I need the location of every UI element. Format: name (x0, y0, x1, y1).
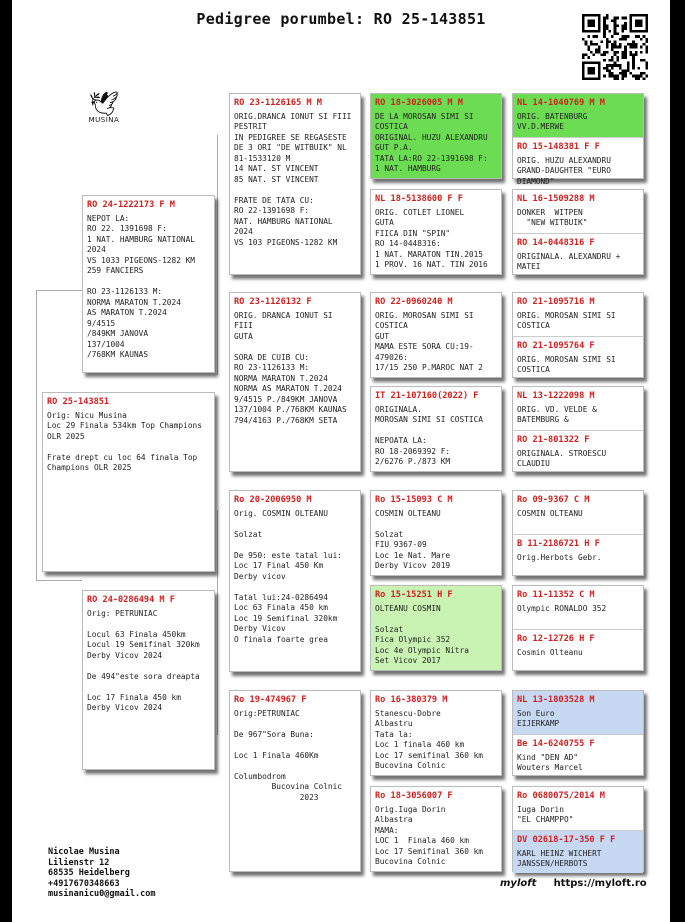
g4-pair-card[interactable] (512, 690, 644, 776)
subject-card[interactable] (42, 392, 215, 572)
grandparent-card[interactable] (229, 93, 361, 275)
g4-dam-text: ORIGINALA. STROESCU CLAUDIU (517, 448, 611, 468)
g4-dam-text: Orig.Herbots Gebr. (517, 552, 602, 562)
great-grandparent-ring: NL 18-5138600 F F (375, 194, 463, 204)
great-grandparent-ring: Ro 18-3056007 F (375, 791, 453, 801)
g4-sire (513, 190, 643, 233)
grandparent-text: Orig:PETRUNIAC De 967"Sora Buna: Loc 1 Finala 460Km Columbodrom Bucovina Colnic 2023 (234, 708, 342, 802)
pigeon-icon: 🕊 (88, 90, 120, 118)
g4-sire-text: Olympic RONALDO 352 (517, 603, 607, 613)
great-grandparent-text: DE LA MOROSAN SIMI SI COSTICA ORIGINAL. HUZU ALEXANDRU GUT P.A. TATA LA:RO 22-1391698 F: 1 NAT. HAMBURG (375, 111, 488, 173)
grandparent-ring: RO 23-1126132 F (234, 297, 312, 307)
g4-dam-text: ORIG. MOROSAN SIMI SI COSTICA (517, 354, 621, 374)
great-grandparent-ring: Ro 15-15093 C M (375, 495, 453, 505)
pedigree-page (12, 0, 670, 922)
sire-text: NEPOT LA: RO 22. 1391698 F: 1 NAT. HAMBURG NATIONAL 2024 VS 1033 PIGEONS-1282 KM 259 FANCIERS RO 23-1126133 M: NORMA MARATON T.2024 AS MARATON T.2024 9/4515 /849KM JANOVA 137/1004 /768KM KAUNAS (87, 213, 195, 359)
g4-dam (513, 534, 643, 577)
great-grandparent-ring: Ro 16-380379 M (375, 695, 448, 705)
g4-sire-ring: RO 21-1095716 M (517, 297, 595, 307)
g4-dam-text: Cosmin Olteanu (517, 647, 583, 657)
great-grandparent-card[interactable] (370, 490, 502, 576)
dam-card[interactable] (82, 590, 215, 770)
g4-sire-text: ORIG. BATENBURG VV.D.MERWE (517, 111, 593, 131)
grandparent-text: Orig. COSMIN OLTEANU Solzat De 950: este tatal lui: Loc 17 Final 450 Km Derby vicov Tatal lui:24-0286494 Loc 63 Finala 450 km Loc 19 Semifinal 320km Derby Vicov O finala foarte grea (234, 508, 342, 644)
g4-pair-card[interactable] (512, 490, 644, 576)
myloft-url[interactable]: https://myloft.ro (553, 878, 647, 889)
connector-subject-dam (36, 580, 82, 581)
grandparent-ring: Ro 19-474967 F (234, 695, 307, 705)
logo-brand: MUSINA (88, 116, 120, 124)
connector-dam (217, 510, 218, 735)
g4-dam (513, 137, 643, 186)
g4-sire-ring: NL 13-1803528 M (517, 695, 595, 705)
dam-ring: RO 24-0286494 M F (87, 595, 175, 605)
g4-dam-ring: B 11-2186721 H F (517, 539, 600, 549)
g4-sire-text: ORIG. VD. VELDE & BATEMBURG & (517, 404, 602, 424)
g4-sire-text: COSMIN OLTEANU (517, 508, 583, 518)
logo (84, 92, 124, 132)
subject-ring: RO 25-143851 (47, 397, 110, 407)
sire-ring: RO 24-1222173 F M (87, 200, 175, 210)
g4-pair-card[interactable] (512, 93, 644, 186)
great-grandparent-card[interactable] (370, 690, 502, 776)
great-grandparent-card[interactable] (370, 93, 502, 179)
g4-dam (513, 830, 643, 873)
great-grandparent-card[interactable] (370, 786, 502, 872)
great-grandparent-card[interactable] (370, 585, 502, 671)
g4-dam-ring: RO 21-1095764 F (517, 341, 595, 351)
great-grandparent-card[interactable] (370, 292, 502, 378)
qr-code[interactable] (582, 14, 648, 80)
g4-sire (513, 491, 643, 534)
g4-dam-ring: Ro 12-12726 H F (517, 634, 595, 644)
g4-sire-text: Son Euro EIJERKAMP (517, 708, 560, 728)
g4-dam-ring: Be 14-6240755 F (517, 739, 595, 749)
grandparent-card[interactable] (229, 490, 361, 672)
grandparent-text: ORIG.DRANCA IONUT SI FIII PESTRIT IN PEDIGREE SE REGASESTE DE 3 ORI "DE WITBUIK" NL 81-1533120 M 14 NAT. ST VINCENT 85 NAT. ST VINCENT FRATE DE TATA CU: RO 22-1391698 F: NAT. HAMBURG NATIONAL 2024 VS 103 PIGEONS-1282 KM (234, 111, 352, 247)
g4-sire-ring: NL 13-1222098 M (517, 391, 595, 401)
g4-dam-ring: RO 21-801322 F (517, 435, 590, 445)
myloft-branding[interactable] (500, 878, 647, 889)
breeder-contact: Nicolae Musina Lilienstr 12 68535 Heidelberg +4917670348663 musinanicu0@gmail.com (48, 847, 156, 899)
grandparent-card[interactable] (229, 292, 361, 472)
great-grandparent-text: ORIG. MOROSAN SIMI SI COSTICA GUT MAMA ESTE SORA CU:19-479026: 17/15 250 P.MAROC NAT 2 (375, 310, 483, 372)
g4-sire (513, 787, 643, 830)
g4-dam-ring: DV 02618-17-350 F F (517, 835, 616, 845)
subject-text: Orig: Nicu Musina Loc 29 Finala 534km Top Champions OLR 2025 Frate drept cu loc 64 finala Top Champions OLR 2025 (47, 410, 202, 472)
great-grandparent-text: Stanescu-Dobre Albastru Tata la: Loc 1 finala 460 km Loc 17 semifinal 360 km Bucovina Colnic (375, 708, 483, 770)
g4-sire-ring: Ro 11-11352 C M (517, 590, 595, 600)
sire-card[interactable] (82, 195, 215, 373)
myloft-logo-icon: myloft (500, 878, 537, 889)
g4-sire (513, 691, 643, 734)
g4-dam-text: KARL HEINZ WICHERT JANSSEN/HERBOTS (517, 848, 602, 868)
g4-dam (513, 629, 643, 672)
dam-text: Orig: PETRUNIAC Locul 63 Finala 450km Locul 19 Semifinal 320km Derby Vicov 2024 De 494"este sora dreapta Loc 17 Finala 450 km Derby Vicov 2024 (87, 608, 200, 712)
g4-dam-ring: RO 14-0448316 F (517, 238, 595, 248)
connector-subject-sire (36, 290, 82, 291)
g4-sire-text: Iuga Dorin "EL CHAMPPO" (517, 804, 574, 824)
g4-dam (513, 233, 643, 276)
great-grandparent-ring: RO 22-0960240 M (375, 297, 453, 307)
great-grandparent-text: ORIG. COTLET LIONEL GUTA FIICA DIN "SPIN" RO 14-0448316: 1 NAT. MARATON TIN.2015 1 PROV. 16 NAT. TIN 2016 (375, 207, 488, 269)
connector-subject (36, 290, 38, 580)
g4-pair-card[interactable] (512, 786, 644, 872)
g4-sire-text: ORIG. MOROSAN SIMI SI COSTICA (517, 310, 621, 330)
g4-dam-text: ORIGINALA. ALEXANDRU + MATEI (517, 251, 625, 271)
grandparent-ring: Ro 20-2006950 M (234, 495, 312, 505)
great-grandparent-text: ORIGINALA. MOROSAN SIMI SI COSTICA NEPOATA LA: RO 18-2069392 F: 2/6276 P./873 KM (375, 404, 483, 466)
g4-sire-ring: NL 14-1040769 M M (517, 98, 605, 108)
g4-pair-card[interactable] (512, 292, 644, 378)
g4-pair-card[interactable] (512, 386, 644, 472)
great-grandparent-ring: RO 18-3026005 M M (375, 98, 463, 108)
g4-sire-text: DONKER WITPEN "NEW WITBUIK" (517, 207, 588, 227)
g4-dam-text: Kind "DEN AD" Wouters Marcel (517, 752, 583, 772)
great-grandparent-card[interactable] (370, 386, 502, 472)
g4-sire-ring: Ro 0680075/2014 M (517, 791, 605, 801)
grandparent-text: ORIG. DRANCA IONUT SI FIII GUTA SORA DE CUIB CU: RO 23-1126133 M: NORMA MARATON T.2024 NORMA AS MARATON T.2024 9/4515 P./849KM JANOVA 137/1004 P./768KM KAUNAS 794/4163 P./768KM SETA (234, 310, 347, 425)
great-grandparent-text: OLTEANU COSMIN Solzat Fica Olympic 352 Loc 4e Olympic Nitra Set Vicov 2017 (375, 603, 469, 665)
grandparent-card[interactable] (229, 690, 361, 872)
g4-sire (513, 293, 643, 336)
great-grandparent-card[interactable] (370, 189, 502, 275)
connector-sire (217, 135, 218, 375)
g4-sire (513, 94, 643, 137)
g4-dam (513, 734, 643, 777)
great-grandparent-text: Orig.Iuga Dorin Albastra MAMA: LOC 1 Finala 460 km Loc 17 Semifinal 360 km Bucovina Colnic (375, 804, 483, 866)
g4-dam (513, 430, 643, 473)
g4-sire (513, 586, 643, 629)
g4-sire-ring: NL 16-1509288 M (517, 194, 595, 204)
g4-sire (513, 387, 643, 430)
g4-dam-ring: RO 15-148381 F F (517, 142, 600, 152)
g4-pair-card[interactable] (512, 585, 644, 671)
great-grandparent-ring: Ro 15-15251 H F (375, 590, 453, 600)
great-grandparent-text: COSMIN OLTEANU Solzat FIU 9367-09 Loc 1e Nat. Mare Derby Vicov 2019 (375, 508, 451, 570)
g4-dam-text: ORIG. HUZU ALEXANDRU GRAND-DAUGHTER "EURO DIAMOND" (517, 155, 611, 186)
g4-sire-ring: Ro 09-9367 C M (517, 495, 590, 505)
page-title: Pedigree porumbel: RO 25-143851 (196, 10, 486, 28)
g4-pair-card[interactable] (512, 189, 644, 275)
great-grandparent-ring: IT 21-107160(2022) F (375, 391, 479, 401)
grandparent-ring: RO 23-1126165 M M (234, 98, 322, 108)
g4-dam (513, 336, 643, 379)
